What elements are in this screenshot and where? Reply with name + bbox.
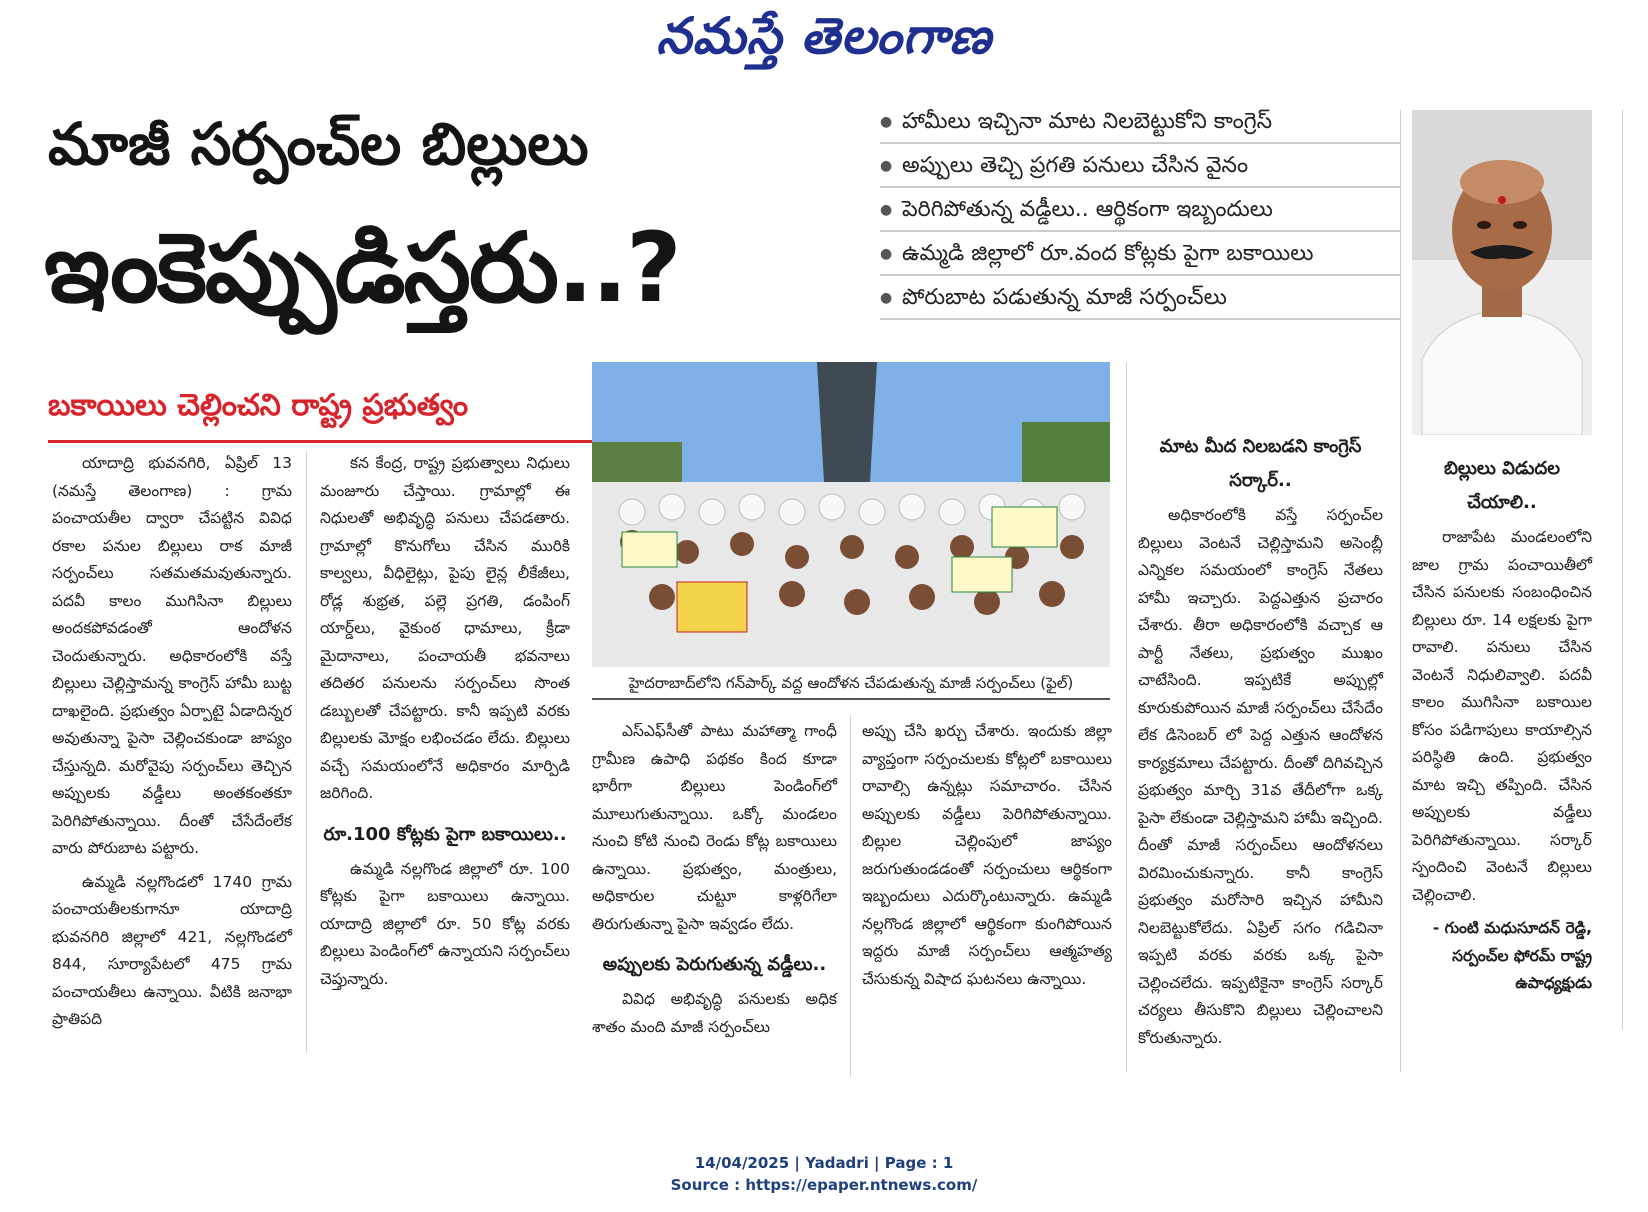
paragraph: ఎస్‌ఎఫ్‌సీతో పాటు మహాత్మా గాంధీ గ్రామీణ ఉపాధి పథకం కింద కూడా భారీగా బిల్లులు పెండింగ్‌లో మూలుగుతున్నాయి. ఒక్కో మండలం నుంచి కోటి నుంచి రెండు కోట్ల బకాయిలు ఉన్నాయి. ప్రభుత్వం, మంత్రులు, అధికారుల చుట్టూ కాళ్లరిగేలా తిరుగుతున్నా పైసా ఇవ్వడం లేదు. bbox=[592, 722, 837, 933]
highlight-item: ● అప్పులు తెచ్చి ప్రగతి పనులు చేసిన వైనం bbox=[880, 152, 1400, 188]
section-subhead: రూ.100 కోట్లకు పైగా బకాయిలు.. bbox=[323, 823, 567, 845]
article-column-3 bbox=[592, 718, 837, 1041]
protest-photo bbox=[592, 362, 1110, 667]
article-column-1 bbox=[52, 450, 292, 1034]
red-subheadline: బకాయిలు చెల్లించని రాష్ట్ర ప్రభుత్వం bbox=[48, 388, 469, 423]
paragraph: యాదాద్రి భువనగిరి, ఏప్రిల్ 13 (నమస్తే తెలంగాణ) : గ్రామ పంచాయతీల ద్వారా చేపట్టిన వివిధ రకాల పనుల బిల్లులు రాక మాజీ సర్పంచ్‌లు సతమతమవుతున్నారు. పదవీ కాలం ముగిసినా బిల్లులు అందకపోవడంతో ఆందోళన చెందుతున్నారు. అధికారంలోకి వస్తే బిల్లులు చెల్లిస్తామన్న కాంగ్రెస్ హామీ బుట్ట దాఖలైంది. ప్రభుత్వం ఏర్పాటై ఏడాదిన్నర అవుతున్నా పైసా చెల్లించకుండా జాప్యం చేస్తున్నది. మరోవైపు సర్పంచ్‌లు తెచ్చిన అప్పులకు వడ్డీలు అంతకంతకూ పెరిగిపోతున్నాయి. దీంతో చేసేదేంలేక వారు పోరుబాట పట్టారు. bbox=[52, 454, 292, 857]
highlight-item: ● పెరిగిపోతున్న వడ్డీలు.. ఆర్థికంగా ఇబ్బందులు bbox=[880, 196, 1400, 232]
highlight-item: ● హామీలు ఇచ్చినా మాట నిలబెట్టుకోని కాంగ్రెస్ bbox=[880, 108, 1400, 144]
highlight-item: ● పోరుబాట పడుతున్న మాజీ సర్పంచ్‌లు bbox=[880, 284, 1400, 320]
highlight-item: ● ఉమ్మడి జిల్లాలో రూ.వంద కోట్లకు పైగా బకాయిలు bbox=[880, 240, 1400, 276]
paragraph: అప్పు చేసి ఖర్చు చేశారు. ఇందుకు జిల్లా వ్యాప్తంగా సర్పంచులకు కోట్లలో బకాయిలు రావాల్సి ఉన్నట్లు సమాచారం. చేసిన అప్పులకు వడ్డీలు పెరిగిపోతున్నాయి. బిల్లుల చెల్లింపులో జాప్యం జరుగుతుండడంతో సర్పంచులు ఆర్థికంగా ఇబ్బందులు ఎదుర్కొంటున్నారు. ఉమ్మడి నల్లగొండ జిల్లాలో ఆర్థికంగా కుంగిపోయిన ఇద్దరు మాజీ సర్పంచ్‌లు ఆత్మహత్య చేసుకున్న విషాద ఘటనలు ఉన్నాయి. bbox=[862, 722, 1112, 988]
article-column-4 bbox=[862, 718, 1112, 993]
article-column-5 bbox=[1138, 430, 1383, 1052]
paragraph: కన కేంద్ర, రాష్ట్ర ప్రభుత్వాలు నిధులు మంజూరు చేస్తాయి. గ్రామాల్లో ఈ నిధులతో అభివృద్ధి పనులు చేపడతారు. గ్రామాల్లో కొనుగోలు చేసిన మురికి కాల్వలు, వీధిలైట్లు, పైపు లైన్ల లీకేజీలు, రోడ్ల శుభ్రత, పల్లె ప్రగతి, డంపింగ్ యార్డ్‌లు, వైకుంఠ ధామాలు, క్రీడా మైదానాలు, పంచాయతీ భవనాలు తదితర పనులను సర్పంచ్‌లు సొంత డబ్బులతో చేపట్టారు. కానీ ఇప్పటి వరకు బిల్లులకు మోక్షం లభించడం లేదు. బిల్లులు వచ్చే సమయంలోనే అధికారం మార్పిడి జరిగింది. bbox=[320, 454, 570, 802]
masthead-title: నమస్తే తెలంగాణ bbox=[656, 6, 992, 65]
portrait-photo bbox=[1412, 110, 1592, 435]
paragraph: అధికారంలోకి వస్తే సర్పంచ్‌ల బిల్లులు వెంటనే చెల్లిస్తామని అసెంబ్లీ ఎన్నికల సమయంలో కాంగ్రెస్ నేతలు హామీ ఇచ్చారు. పెద్దఎత్తున ప్రచారం చేశారు. తీరా అధికారంలోకి వచ్చాక ఆ పార్టీ నేతలు, ప్రభుత్వం ముఖం చాటేసింది. ఇప్పటికే అప్పుల్లో కూరుకుపోయిన మాజీ సర్పంచ్‌లు చేసేదేం లేక డిసెంబర్ లో పెద్ద ఎత్తున ఆందోళన కార్యక్రమాలు చేపట్టారు. దీంతో దిగివచ్చిన ప్రభుత్వం మార్చి 31వ తేదీలోగా ఒక్క పైసా లేకుండా చెల్లిస్తామని హామీ ఇచ్చింది. దీంతో మాజీ సర్పంచ్‌లు ఆందోళనలు విరమించుకున్నారు. కానీ కాంగ్రెస్ ప్రభుత్వం మరోసారి ఇచ్చిన హామీని నిలబెట్టుకోలేదు. ఏప్రిల్ సగం గడిచినా ఇప్పటి వరకు వరకు ఒక్క పైసా చెల్లించలేదు. ఇప్పటికైనా కాంగ్రెస్ సర్కార్ చర్యలు తీసుకొని బిల్లులు చెల్లించాలని కోరుతున్నారు. bbox=[1138, 506, 1383, 1047]
portrait-illustration bbox=[1412, 110, 1592, 435]
headline-line-1: మాజీ సర్పంచ్‌ల బిల్లులు bbox=[48, 110, 589, 178]
paragraph: వివిధ అభివృద్ధి పనులకు అధిక శాతం మంది మాజీ సర్పంచ్‌లు bbox=[592, 990, 837, 1036]
protest-illustration bbox=[592, 362, 1110, 667]
column-divider bbox=[306, 452, 307, 1052]
headline-line-2: ఇంకెప్పుడిస్తరు..? bbox=[44, 212, 680, 324]
paragraph: ఉమ్మడి నల్లగొండ జిల్లాలో రూ. 100 కోట్లకు పైగా బకాయిలు ఉన్నాయి. యాదాద్రి జిల్లాలో రూ. 50 కోట్ల వరకు బిల్లులు పెండింగ్‌లో ఉన్నాయని సర్పంచ్‌లు చెప్తున్నారు. bbox=[320, 859, 570, 988]
attribution: - గుంటి మధుసూదన్ రెడ్డి, సర్పంచ్‌ల ఫోరమ్ రాష్ట్ర ఉపాధ్యక్షుడు bbox=[1432, 919, 1592, 992]
article-column-6 bbox=[1412, 452, 1592, 998]
column-divider bbox=[1126, 362, 1127, 1072]
column-divider bbox=[1400, 110, 1401, 1072]
section-subhead: బిల్లులు విడుదల చేయాలి.. bbox=[1444, 458, 1560, 513]
column-divider bbox=[1622, 110, 1623, 1030]
footer-date-edition: 14/04/2025 | Yadadri | Page : 1 bbox=[694, 1154, 954, 1172]
article-column-2 bbox=[320, 450, 570, 993]
section-subhead: అప్పులకు పెరుగుతున్న వడ్డీలు.. bbox=[602, 954, 827, 975]
section-subhead: మాట మీద నిలబడని కాంగ్రెస్ సర్కార్.. bbox=[1159, 436, 1362, 491]
page-footer bbox=[0, 1152, 1648, 1196]
paragraph: ఉమ్మడి నల్లగొండలో 1740 గ్రామ పంచాయతీలకుగానూ యాదాద్రి భువనగిరి జిల్లాలో 421, నల్లగొండలో 844, సూర్యాపేటలో 475 గ్రామ పంచాయతీలు ఉన్నాయి. వీటికి జనాభా ప్రాతిపది bbox=[52, 872, 292, 1028]
red-rule bbox=[48, 440, 600, 443]
column-divider bbox=[850, 716, 851, 1076]
photo-caption: హైదరాబాద్‌లోని గన్‌పార్క్ వద్ద ఆందోళన చేపడుతున్న మాజీ సర్పంచ్‌లు (ఫైల్) bbox=[592, 674, 1110, 700]
footer-source: Source : https://epaper.ntnews.com/ bbox=[670, 1176, 978, 1194]
highlights-list bbox=[880, 108, 1400, 328]
paragraph: రాజాపేట మండలంలోని జాల గ్రామ పంచాయితీలో చేసిన పనులకు సంబంధించిన బిల్లులు రూ. 14 లక్షలకు పైగా రావాలి. పనులు చేసిన వెంటనే నిధులివ్వాలి. పదవీ కాలం ముగిసినా బకాయిల కోసం పడిగాపులు కాయాల్సిన పరిస్థితి ఉంది. ప్రభుత్వం మాట ఇచ్చి తప్పింది. చేసిన అప్పులకు వడ్డీలు పెరిగిపోతున్నాయి. సర్కార్ స్పందించి వెంటనే బిల్లులు చెల్లించాలి. bbox=[1412, 528, 1592, 904]
